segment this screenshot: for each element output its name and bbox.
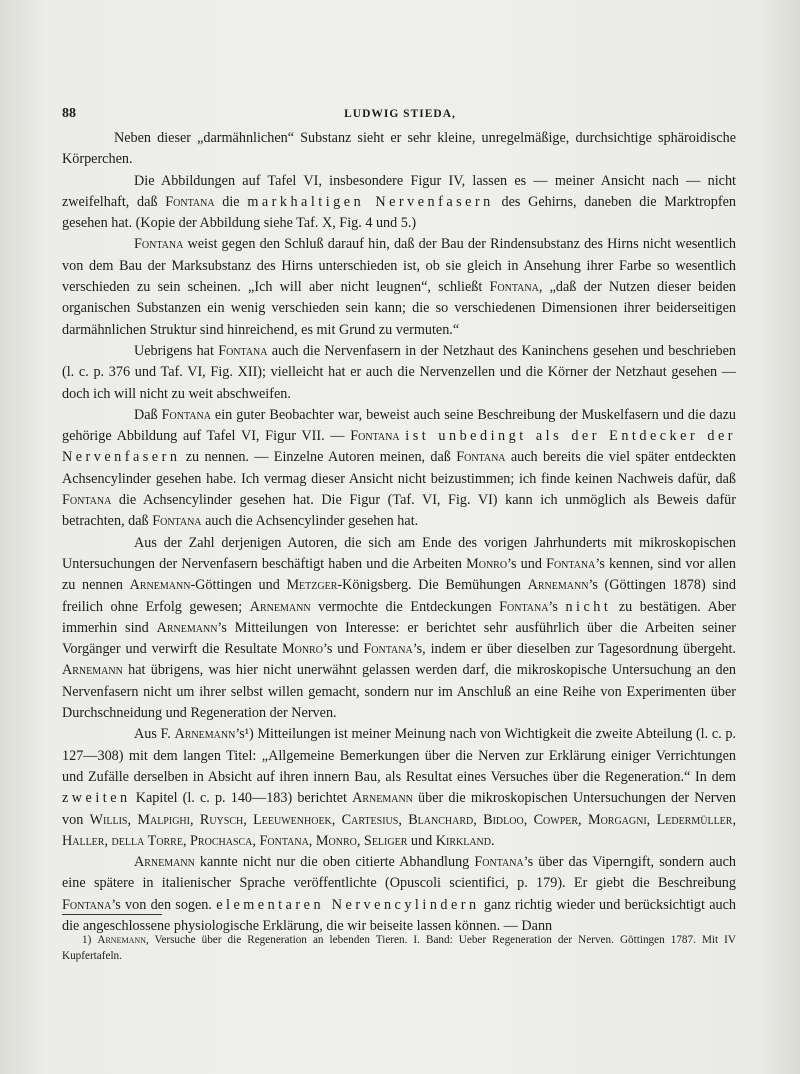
small-caps-name: Fontana — [218, 342, 268, 359]
paragraph — [62, 128, 736, 171]
text-run: ’s und — [322, 641, 364, 658]
small-caps-name: Fontana — [62, 896, 112, 913]
paragraph — [62, 234, 736, 340]
text-run: Die Abbildungen auf Tafel VI, insbesondere Figur IV, lassen es — meiner Ansicht nach — nicht zweifelhaft, daß — [62, 172, 736, 210]
paragraph — [62, 852, 736, 937]
text-run: ’s (Göttingen 1878) sind freilich ohne Erfolg gewesen; — [62, 577, 736, 615]
small-caps-name: Arnemann — [129, 577, 191, 594]
small-caps-name: Fontana — [134, 236, 184, 253]
small-caps-name: Arnemann — [156, 619, 218, 636]
small-caps-name: Arnemann — [62, 662, 123, 679]
text-run: ’s und — [507, 555, 547, 572]
paragraph — [62, 171, 736, 235]
text-run: die Achsencylinder gesehen hat. Die Figur (Taf. VI, Fig. VI) kann ich unmöglich als Beweis dafür betrachten, daß — [62, 492, 736, 530]
small-caps-name: Metzger — [286, 577, 338, 594]
text-run: auch bereits die viel später entdeckten Achsencylinder gesehen habe. Ich vermag dieser Ansicht nicht beizustimmen; ich finde keinen Nachweis dafür, daß — [62, 449, 736, 487]
text-run: vermochte die Entdeckungen — [310, 598, 500, 615]
small-caps-name: Arnemann — [352, 790, 413, 807]
text-run: kannte nicht nur die oben citierte Abhandlung — [194, 854, 475, 871]
text-run: ’s Mitteilungen von Interesse: er berichtet sehr ausführlich über die Arbeiten seiner Vorgänger und verwirft die Resultate — [62, 619, 736, 658]
small-caps-name: Fontana — [62, 492, 112, 509]
small-caps-name: Willis, Malpighi, Ruysch, Leeuwenhoek, Cartesius, Blanchard, Bidloo, Cowper, Morgagni, Ledermüller, Haller, della Torre, Prochasca, Fontana, Monro, Seliger — [62, 811, 737, 849]
paragraph — [62, 724, 736, 852]
spaced-emphasis: nicht — [565, 598, 612, 615]
text-run: ’s über das Viperngift, sondern auch eine spätere in italienischer Sprache veröffentlichte (Opuscoli scientifici, p. 179). Er giebt die Beschreibung — [62, 854, 736, 892]
spaced-emphasis: markhaltigen Nervenfasern — [247, 193, 494, 210]
text-run: des Gehirns, daneben die Marktropfen gesehen hat. (Kopie der Abbildung siehe Taf. X, Fig. 4 und 5.) — [62, 193, 736, 232]
small-caps-name: Fontana — [363, 641, 413, 658]
small-caps-name: Fontana — [489, 279, 539, 296]
page-number: 88 — [62, 106, 76, 121]
text-run: ’s, indem er über dieselben zur Tagesordnung übergeht. — [412, 641, 736, 658]
small-caps-name: Fontana — [499, 598, 549, 615]
text-run: ’s — [548, 598, 566, 615]
text-run: über die mikroskopischen Untersuchungen der Nerven von — [62, 790, 737, 828]
text-run: auch die Nervenfasern in der Netzhaut des Kaninchens gesehen und beschrieben (l. c. p. 376 und Taf. VI, Fig. XII); vielleicht hat er auch die Nervenzellen und die Körner der Netzhaut gesehen — doch ich will nicht zu weit abschweifen. — [62, 342, 736, 402]
small-caps-name: Arnemann — [249, 598, 311, 615]
text-run: ein guter Beobachter war, beweist auch seine Beschreibung der Muskelfasern und die dazu gehörige Abbildung auf Tafel VI, Figur VII. — — [62, 406, 737, 445]
spaced-emphasis: elementaren Nervencylindern — [216, 896, 480, 913]
text-run: zu nennen. — Einzelne Autoren meinen, daß — [180, 449, 457, 466]
text-run: Kapitel (l. c. p. 140—183) berichtet — [130, 790, 353, 807]
spaced-emphasis: ist unbedingt als der Entdecker der Nervenfasern — [62, 428, 737, 466]
small-caps-name: Fontana — [152, 513, 202, 530]
small-caps-name: Arnemann — [174, 726, 236, 743]
text-run: ganz richtig wieder und berücksichtigt auch die angeschlossene physiologische Erklärung, die wir beiseite lassen können. — Dann — [62, 896, 737, 934]
small-caps-name: Arnemann — [97, 934, 146, 946]
small-caps-name: Fontana — [456, 449, 506, 466]
text-run: Neben dieser „darmähnlichen“ Substanz sieht er sehr kleine, unregelmäßige, durchsichtige sphäroidische Körperchen. — [62, 130, 736, 168]
small-caps-name: Fontana — [161, 406, 211, 423]
text-run: weist gegen den Schluß darauf hin, daß der Bau der Rindensubstanz des Hirns nicht wesentlich von dem Bau der Marksubstanz des Hirns unterschieden ist, ob sie gleich in Ansehung ihrer Farbe so wesentlich verschieden zu sein scheinen. „Ich will aber nicht leugnen“, schließt — [62, 236, 736, 296]
footnote — [62, 932, 736, 964]
small-caps-name: Fontana — [546, 555, 596, 572]
small-caps-name: Fontana — [350, 428, 400, 445]
small-caps-name: Monro — [466, 555, 508, 572]
text-run: die — [214, 193, 248, 210]
small-caps-name: Kirkland — [435, 832, 491, 849]
spaced-emphasis: zweiten — [62, 790, 131, 807]
footnote-divider — [62, 914, 162, 915]
paragraph — [62, 405, 736, 533]
small-caps-name: Arnemann — [134, 854, 195, 871]
small-caps-name: Fontana — [474, 854, 524, 871]
text-run: ’s kennen, sind vor allen zu nennen — [62, 555, 736, 594]
text-run: ’s¹) Mitteilungen ist meiner Meinung nach von Wichtigkeit die zweite Abteilung (l. c. p. 127—308) mit dem langen Titel: „Allgemeine Bemerkungen über die Nerven zur Erklärung einiger Verrichtungen und Zufälle derselben in Absicht auf ihren innern Bau, als Resultat eines Versuches über die Regeneration.“ In dem — [62, 726, 736, 785]
text-run: , „daß der Nutzen dieser beiden organischen Substanzen ein wenig verschieden sein kann; die so verschiedenen Dimensionen ihrer beiderseitigen darmähnlichen Struktur sind hinreichend, es mit Grund zu vermuten.“ — [62, 279, 737, 338]
text-run: , Versuche über die Regeneration an lebenden Tieren. I. Band: Ueber Regeneration der Nerven. Göttingen 1787. Mit IV Kupfertafeln. — [62, 934, 736, 962]
small-caps-name: Monro — [281, 641, 323, 658]
text-run: zu bestätigen. Aber immerhin sind — [62, 598, 736, 636]
text-run: Aus der Zahl derjenigen Autoren, die sich am Ende des vorigen Jahrhunderts mit mikroskopischen Untersuchungen der Nervenfasern beschäftigt haben und die Arbeiten — [62, 534, 736, 572]
text-run: Uebrigens hat — [134, 342, 219, 359]
text-run: hat übrigens, was hier nicht unerwähnt gelassen werden darf, die mikroskopische Untersuchung an den Nervenfasern nicht um ihrer selbst willen gemacht, sondern nur im Anschluß an eine Reihe von Experimenten über Durchschneidung und Regeneration der Nerven. — [62, 662, 736, 722]
text-run: -Königsberg. Die Bemühungen — [337, 577, 528, 594]
text-run: Aus F. — [134, 726, 175, 743]
text-run: auch die Achsencylinder gesehen hat. — [201, 513, 419, 530]
paragraph — [62, 533, 736, 725]
small-caps-name: Arnemann — [527, 577, 589, 594]
text-run: Daß — [134, 406, 162, 423]
text-run: . — [491, 832, 495, 849]
body-text — [62, 128, 736, 937]
text-run: ’s von den sogen. — [111, 896, 217, 913]
text-run: und — [407, 832, 436, 849]
footnote-text — [62, 932, 736, 964]
running-header: LUDWIG STIEDA, — [344, 108, 456, 120]
text-run: -Göttingen und — [190, 577, 287, 594]
text-run: 1) — [82, 934, 98, 946]
small-caps-name: Fontana — [165, 193, 215, 210]
paragraph — [62, 341, 736, 405]
